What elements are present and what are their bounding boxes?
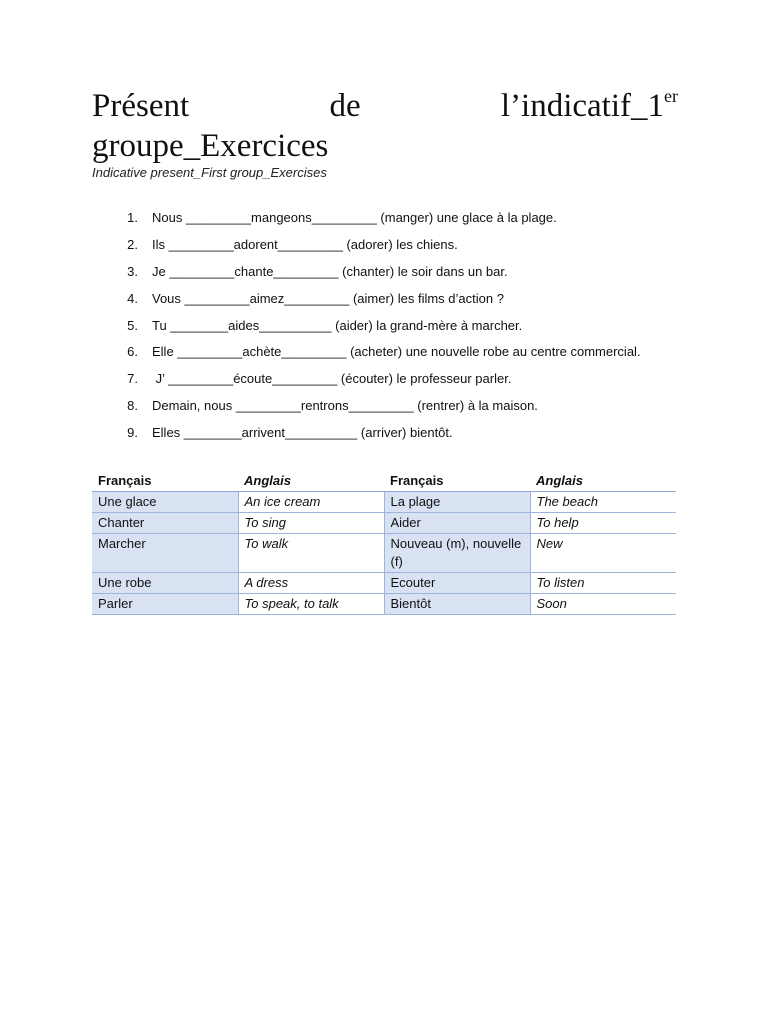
table-cell: To listen xyxy=(530,573,676,594)
title-word-indicatif: l’indicatif_1er xyxy=(500,86,678,124)
exercise-item: 6. Elle _________achète_________ (acheter) une nouvelle robe au centre commercial. xyxy=(127,344,641,360)
table-cell: Chanter xyxy=(92,513,238,534)
column-header-anglais: Anglais xyxy=(530,472,676,492)
column-header-anglais: Anglais xyxy=(238,472,384,492)
vocabulary-table xyxy=(92,472,676,615)
exercise-item: 8. Demain, nous _________rentrons_________ (rentrer) à la maison. xyxy=(127,398,538,414)
table-cell: To sing xyxy=(238,513,384,534)
table-cell: To walk xyxy=(238,534,384,573)
table-cell: An ice cream xyxy=(238,492,384,513)
exercise-item: 4. Vous _________aimez_________ (aimer) les films d’action ? xyxy=(127,290,504,306)
table-row xyxy=(92,573,676,594)
vocabulary-header-row xyxy=(92,472,676,492)
exercise-list xyxy=(100,204,700,446)
title-superscript: er xyxy=(664,86,678,106)
exercise-item: 9. Elles ________arrivent__________ (arriver) bientôt. xyxy=(127,425,453,441)
table-cell: Une robe xyxy=(92,573,238,594)
table-cell: La plage xyxy=(384,492,530,513)
table-cell: A dress xyxy=(238,573,384,594)
column-header-francais: Français xyxy=(92,472,238,492)
table-cell: Marcher xyxy=(92,534,238,573)
table-row xyxy=(92,492,676,513)
exercise-item: 5. Tu ________aides__________ (aider) la grand-mère à marcher. xyxy=(127,317,523,333)
table-cell: Ecouter xyxy=(384,573,530,594)
table-cell: To help xyxy=(530,513,676,534)
exercise-item: 2. Ils _________adorent_________ (adorer) les chiens. xyxy=(127,236,458,252)
exercise-item: 1. Nous _________mangeons_________ (manger) une glace à la plage. xyxy=(127,209,557,225)
table-cell: Nouveau (m), nouvelle (f) xyxy=(384,534,530,573)
exercise-item: 7. J’ _________écoute_________ (écouter) le professeur parler. xyxy=(127,371,512,387)
page-title-line-1 xyxy=(92,86,678,130)
table-cell: Parler xyxy=(92,594,238,615)
table-row xyxy=(92,513,676,534)
exercise-item: 3. Je _________chante_________ (chanter) le soir dans un bar. xyxy=(127,263,508,279)
table-cell: New xyxy=(530,534,676,573)
table-cell: Bientôt xyxy=(384,594,530,615)
title-word-de: de xyxy=(329,88,361,124)
page-subtitle: Indicative present_First group_Exercises xyxy=(92,165,327,180)
table-cell: To speak, to talk xyxy=(238,594,384,615)
table-cell: The beach xyxy=(530,492,676,513)
title-word-present: Présent xyxy=(92,88,190,124)
table-cell: Soon xyxy=(530,594,676,615)
column-header-francais: Français xyxy=(384,472,530,492)
table-row xyxy=(92,534,676,573)
table-row xyxy=(92,594,676,615)
table-cell: Une glace xyxy=(92,492,238,513)
table-cell: Aider xyxy=(384,513,530,534)
page-title-line-2: groupe_Exercices xyxy=(92,128,329,164)
